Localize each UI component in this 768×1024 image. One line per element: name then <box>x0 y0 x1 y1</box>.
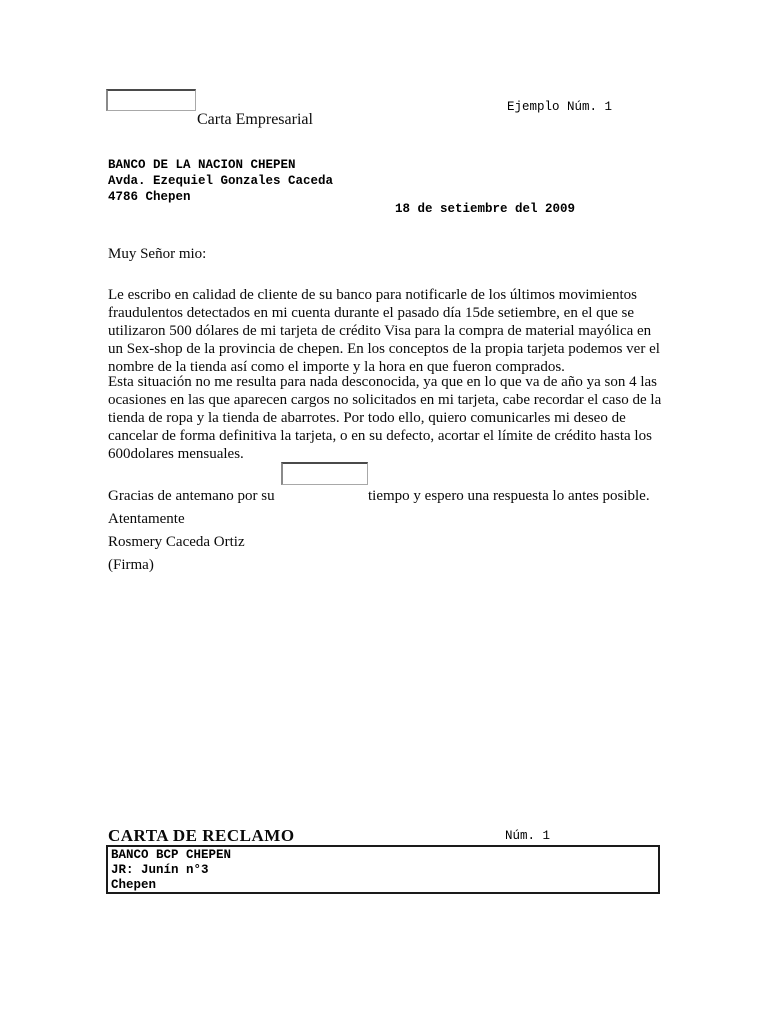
signature-note: (Firma) <box>108 557 154 573</box>
body-paragraph-2: Esta situación no me resulta para nada desconocida, ya que en lo que va de año ya son 4 las ocasiones en las que aparecen cargos no solicitados en mi tarjeta, cabe recordar el caso de la tienda de ropa y la tienda de abarrotes. Por todo ello, quiero comunicarles mi deseo de cancelar de forma definitiva la tarjeta, o en su defecto, acortar el límite de crédito hasta los 600dolares mensuales. <box>108 374 662 462</box>
footer-box-bank-name: BANCO BCP CHEPEN <box>111 848 232 862</box>
salutation: Muy Señor mio: <box>108 246 207 262</box>
recipient-city: 4786 Chepen <box>108 190 191 204</box>
example-number-label: Ejemplo Núm. 1 <box>507 100 613 114</box>
recipient-address-block <box>108 157 333 205</box>
form-field-box-top[interactable] <box>106 89 196 111</box>
footer-box-street: JR: Junín n°3 <box>111 863 209 877</box>
closing-text-before-gap: Gracias de antemano por su <box>108 488 275 504</box>
form-field-box-middle[interactable] <box>281 462 368 485</box>
signature-name: Rosmery Caceda Ortiz <box>108 534 245 550</box>
body-paragraph-1: Le escribo en calidad de cliente de su banco para notificarle de los últimos movimientos fraudulentos detectados en mi cuenta durante el pasado día 15de setiembre, en el que se utilizaron 500 dólares de mi tarjeta de crédito Visa para la compra de material mayólica en un Sex-shop de la provincia de chepen. En los conceptos de la propia tarjeta podemos ver el nombre de la tienda así como el importe y la hora en que fueron comprados. <box>108 287 660 375</box>
recipient-street: Avda. Ezequiel Gonzales Caceda <box>108 174 334 188</box>
footer-title: CARTA DE RECLAMO <box>108 826 295 845</box>
closing-text-after-gap: tiempo y espero una respuesta lo antes posible. <box>368 488 650 504</box>
doc-type-label: Carta Empresarial <box>197 111 313 128</box>
letter-date: 18 de setiembre del 2009 <box>395 202 576 216</box>
recipient-name: BANCO DE LA NACION CHEPEN <box>108 158 296 172</box>
footer-number-label: Núm. 1 <box>505 829 551 843</box>
footer-address-box <box>106 845 660 894</box>
footer-box-city: Chepen <box>111 878 157 892</box>
signoff: Atentamente <box>108 511 185 527</box>
